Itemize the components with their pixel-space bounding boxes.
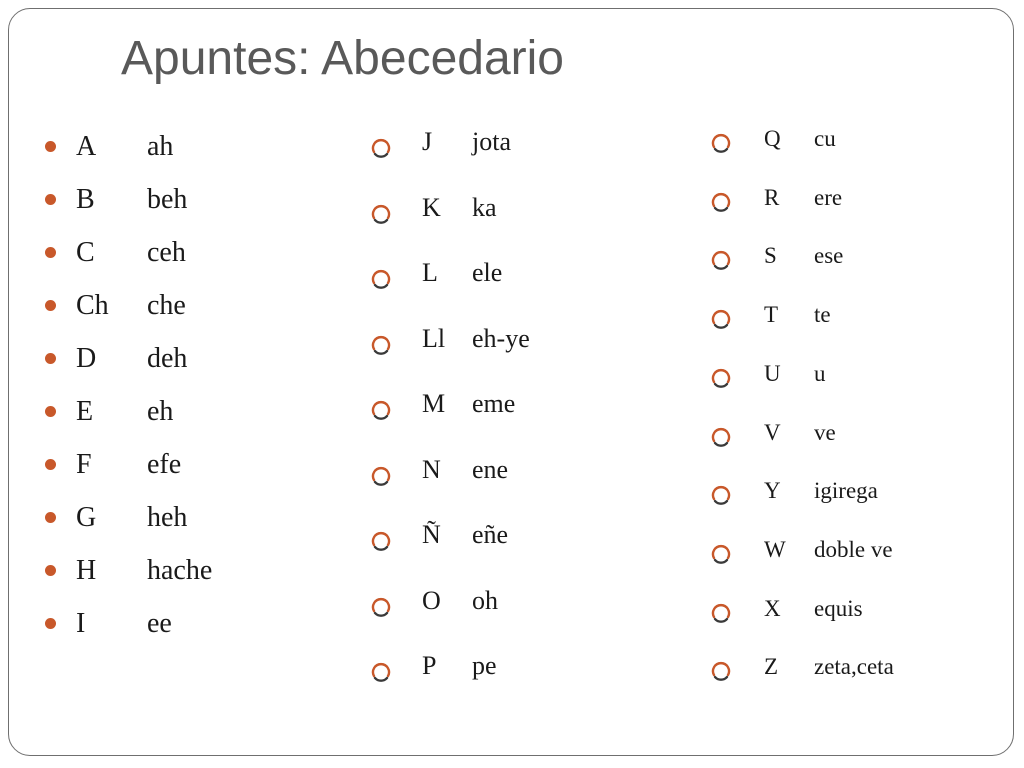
ring-bullet-icon: [371, 662, 391, 682]
letter: R: [764, 184, 780, 210]
filled-circle-bullet-icon: [45, 512, 56, 523]
letter-name: ve: [814, 419, 836, 445]
ring-bullet-icon: [711, 485, 731, 505]
filled-circle-bullet-icon: [45, 300, 56, 311]
letter-name: ele: [472, 258, 503, 287]
letter-name: zeta,ceta: [814, 654, 894, 680]
filled-circle-bullet-icon: [45, 406, 56, 417]
ring-bullet-icon: [711, 309, 731, 329]
letter-name: eh-ye: [472, 323, 530, 353]
letter-name: hache: [147, 555, 213, 586]
ring-bullet-icon: [711, 661, 731, 681]
letter: J: [422, 127, 433, 156]
filled-circle-bullet-icon: [45, 194, 56, 205]
letter: Y: [764, 478, 781, 504]
filled-circle-bullet-icon: [45, 141, 56, 152]
letter-name: cu: [814, 126, 836, 151]
letter-name: equis: [814, 595, 863, 621]
letter: P: [422, 651, 437, 680]
letter: I: [76, 608, 86, 639]
slide-title: Apuntes: Abecedario: [121, 32, 564, 85]
letter-name: ene: [472, 454, 509, 484]
letter-name: eme: [472, 389, 516, 418]
ring-bullet-icon: [711, 368, 731, 388]
letter-name: jota: [472, 127, 511, 156]
ring-bullet-icon: [371, 531, 391, 551]
letter-name: oh: [472, 585, 498, 615]
letter: O: [422, 585, 441, 615]
ring-bullet-icon: [711, 133, 731, 153]
letter: F: [76, 449, 92, 480]
letter: G: [76, 502, 97, 533]
letter-name: eh: [147, 396, 174, 427]
letter-name: beh: [147, 184, 188, 215]
letter-name: igirega: [814, 478, 878, 504]
letter: W: [764, 536, 786, 562]
ring-bullet-icon: [371, 400, 391, 420]
letter: T: [764, 302, 779, 328]
letter-name: ah: [147, 131, 174, 162]
letter: S: [764, 243, 777, 269]
slide-frame: [8, 8, 1014, 756]
letter-name: te: [814, 302, 831, 328]
letter: K: [422, 192, 441, 222]
letter: U: [764, 360, 781, 386]
letter-name: efe: [147, 449, 182, 480]
letter: Ñ: [422, 520, 441, 549]
ring-bullet-icon: [371, 269, 391, 289]
filled-circle-bullet-icon: [45, 353, 56, 364]
letter-name: ere: [814, 184, 843, 210]
letter-name: ceh: [147, 237, 186, 268]
letter: M: [422, 389, 446, 418]
letter: D: [76, 343, 97, 374]
letter: H: [76, 555, 97, 586]
letter-name: deh: [147, 343, 188, 374]
ring-bullet-icon: [371, 204, 391, 224]
letter: C: [76, 237, 95, 268]
ring-bullet-icon: [371, 597, 391, 617]
filled-circle-bullet-icon: [45, 459, 56, 470]
letter: B: [76, 184, 95, 215]
filled-circle-bullet-icon: [45, 565, 56, 576]
letter: V: [764, 419, 781, 445]
filled-circle-bullet-icon: [45, 618, 56, 629]
ring-bullet-icon: [371, 335, 391, 355]
ring-bullet-icon: [371, 138, 391, 158]
ring-bullet-icon: [711, 192, 731, 212]
ring-bullet-icon: [711, 603, 731, 623]
ring-bullet-icon: [371, 466, 391, 486]
letter: Ch: [76, 290, 109, 321]
filled-circle-bullet-icon: [45, 247, 56, 258]
letter: Q: [764, 126, 781, 151]
letter-name: ee: [147, 608, 172, 639]
ring-bullet-icon: [711, 427, 731, 447]
letter-name: che: [147, 290, 186, 321]
ring-bullet-icon: [711, 544, 731, 564]
letter: A: [76, 131, 97, 162]
letter: Z: [764, 654, 779, 680]
letter: X: [764, 595, 781, 621]
ring-bullet-icon: [711, 250, 731, 270]
letter-name: u: [814, 360, 826, 386]
letter-name: heh: [147, 502, 188, 533]
letter: L: [422, 258, 438, 287]
letter: Ll: [422, 323, 446, 353]
letter-name: pe: [472, 651, 497, 680]
letter-name: doble ve: [814, 536, 893, 562]
letter-name: ese: [814, 243, 844, 269]
letter-name: ka: [472, 192, 497, 222]
letter: E: [76, 396, 94, 427]
letter: N: [422, 454, 441, 484]
letter-name: eñe: [472, 520, 509, 549]
